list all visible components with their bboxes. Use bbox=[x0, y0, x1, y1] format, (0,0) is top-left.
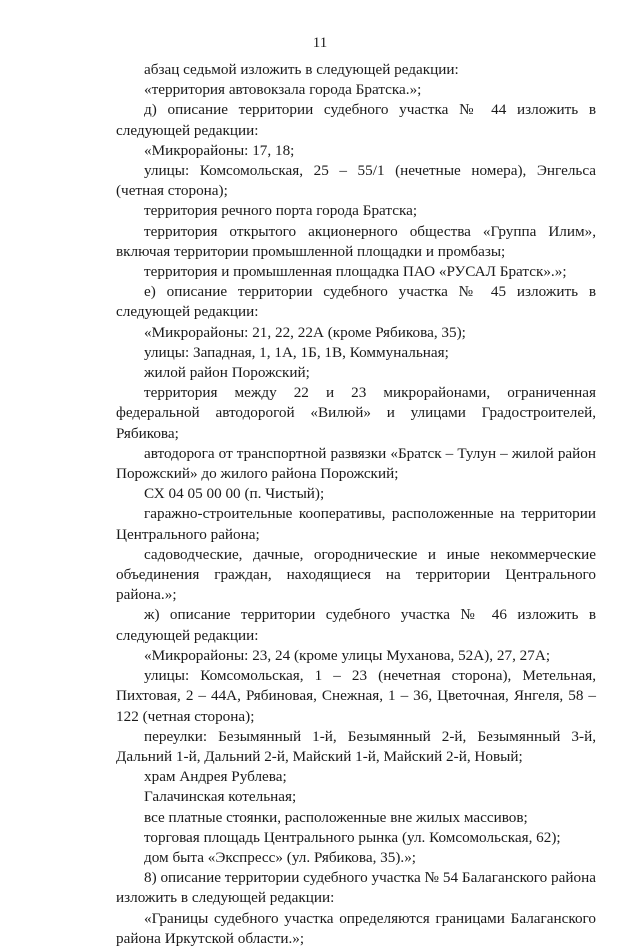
paragraph: жилой район Порожский; bbox=[144, 364, 310, 382]
paragraph: переулки: Безымянный 1-й, Безымянный 2-й, Безымянный 3-й, Дальний 1-й, Дальний 2-й, Майский 1-й, Майский 2-й, Новый; bbox=[116, 727, 596, 765]
paragraph: территория между 22 и 23 микрорайонами, ограниченная федеральной автодорогой «Вилюй» и улицами Градостроителей, Рябикова; bbox=[116, 384, 596, 442]
paragraph: дом быта «Экспресс» (ул. Рябикова, 35).»; bbox=[144, 848, 417, 866]
paragraph: улицы: Западная, 1, 1А, 1Б, 1В, Коммунальная; bbox=[144, 343, 449, 361]
paragraph: «Микрорайоны: 21, 22, 22А (кроме Рябикова, 35); bbox=[144, 323, 466, 341]
paragraph: «Микрорайоны: 17, 18; bbox=[144, 141, 295, 159]
paragraph: д) описание территории судебного участка № 44 изложить в следующей редакции: bbox=[116, 101, 596, 139]
paragraph: е) описание территории судебного участка № 45 изложить в следующей редакции: bbox=[116, 283, 596, 321]
paragraph: садоводческие, дачные, огороднические и иные некоммерческие объединения граждан, находящиеся на территории Центрального района.»; bbox=[116, 545, 596, 604]
paragraph: торговая площадь Центрального рынка (ул. Комсомольская, 62); bbox=[144, 828, 561, 846]
paragraph: «Границы судебного участка определяются границами Балаганского района Иркутской области.»; bbox=[116, 909, 596, 947]
paragraph: территория и промышленная площадка ПАО «РУСАЛ Братск».»; bbox=[144, 263, 567, 281]
paragraph: территория речного порта города Братска; bbox=[144, 202, 418, 220]
paragraph: все платные стоянки, расположенные вне жилых массивов; bbox=[144, 808, 528, 826]
paragraph: гаражно-строительные кооперативы, расположенные на территории Центрального района; bbox=[116, 505, 596, 543]
paragraph: улицы: Комсомольская, 1 – 23 (нечетная сторона), Метельная, Пихтовая, 2 – 44А, Рябиновая, Снежная, 1 – 36, Цветочная, Янгеля, 58 – 122 (четная сторона); bbox=[116, 667, 596, 725]
paragraph: ж) описание территории судебного участка № 46 изложить в следующей редакции: bbox=[116, 606, 596, 644]
paragraph: храм Андрея Рублева; bbox=[144, 768, 287, 786]
paragraph: абзац седьмой изложить в следующей редакции: bbox=[144, 61, 459, 78]
paragraph: улицы: Комсомольская, 25 – 55/1 (нечетные номера), Энгельса (четная сторона); bbox=[116, 162, 596, 200]
paragraph: автодорога от транспортной развязки «Братск – Тулун – жилой район Порожский» до жилого района Порожский; bbox=[116, 444, 596, 483]
paragraph: 8) описание территории судебного участка № 54 Балаганского района изложить в следующей редакции: bbox=[116, 869, 596, 907]
page-number: 11 bbox=[312, 35, 328, 51]
paragraph: «территория автовокзала города Братска.»; bbox=[144, 81, 422, 99]
paragraph: «Микрорайоны: 23, 24 (кроме улицы Муханова, 52А), 27, 27А; bbox=[144, 646, 551, 664]
paragraph: Галачинская котельная; bbox=[144, 788, 297, 806]
paragraph: СХ 04 05 00 00 (п. Чистый); bbox=[144, 485, 325, 503]
document-body bbox=[116, 60, 596, 949]
paragraph: территория открытого акционерного общества «Группа Илим», включая территории промышленной площадки и промбазы; bbox=[116, 222, 596, 260]
